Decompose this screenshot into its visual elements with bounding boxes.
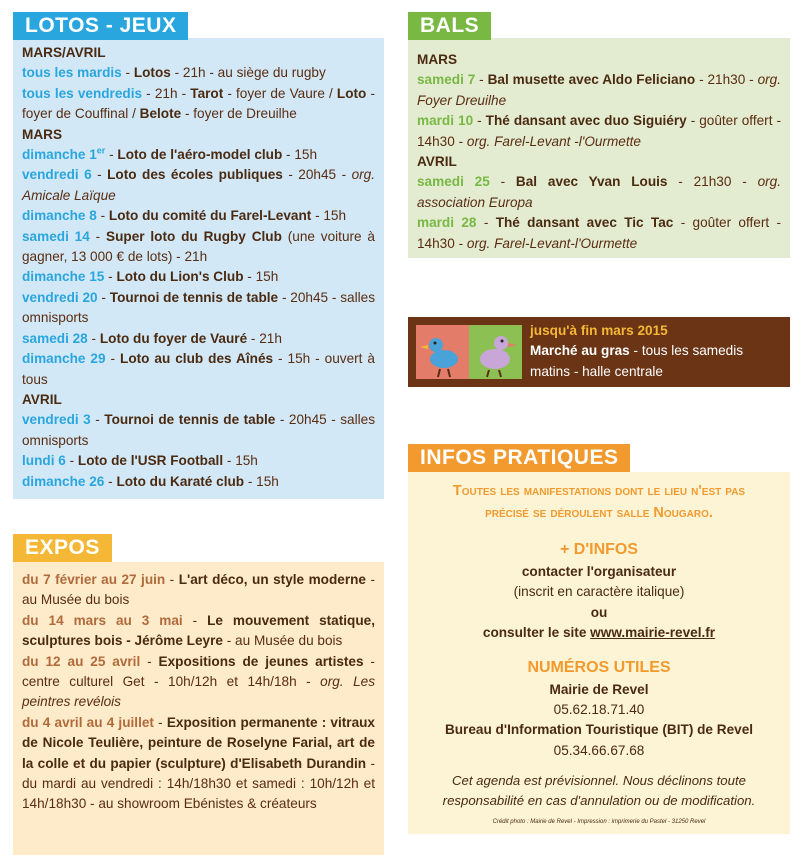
list-item: dimanche 15 - Loto du Lion's Club - 15h bbox=[22, 269, 279, 285]
lotos-title: LOTOS - JEUX bbox=[13, 12, 188, 40]
list-item: samedi 14 - Super loto du Rugby Club (une voiture à gagner, 13 000 € de lots) - 21h bbox=[22, 228, 375, 265]
bals-panel bbox=[408, 38, 790, 258]
contact-note: (inscrit en caractère italique) bbox=[513, 584, 685, 600]
list-item: dimanche 8 - Loto du comité du Farel-Levant - 15h bbox=[22, 208, 347, 224]
list-item: tous les vendredis - 21h - Tarot - foyer de Vaure / Loto - foyer de Couffinal / Belote - foyer de Dreuilhe bbox=[22, 85, 376, 122]
market-banner bbox=[408, 317, 790, 387]
site-link[interactable]: www.mairie-revel.fr bbox=[590, 625, 716, 641]
list-item: samedi 25 - Bal avec Yvan Louis - 21h30 - org. association Europa bbox=[417, 174, 781, 210]
bals-title: BALS bbox=[408, 12, 491, 40]
bals-section bbox=[408, 12, 790, 258]
site-text: consulter le site bbox=[482, 625, 591, 641]
list-item: du 12 au 25 avril - Expositions de jeunes artistes - centre culturel Get - 10h/12h et 14h/18h - org. Les peintres revélois bbox=[22, 653, 375, 710]
infos-panel bbox=[408, 472, 790, 834]
disclaimer: Cet agenda est prévisionnel. Nous déclinons toute responsabilité en cas d'annulation ou de modification. bbox=[442, 773, 756, 809]
month-heading: AVRIL bbox=[417, 154, 457, 170]
expos-panel bbox=[13, 562, 384, 855]
bit-label: Bureau d'Information Touristique (BIT) de Revel bbox=[444, 722, 754, 738]
list-item: du 4 avril au 4 juillet - Exposition permanente : vitraux de Nicole Teulière, peinture de Roselyne Farial, art de la colle et du papier (sculpture) d'Elisabeth Durandin - du mardi au vendredi : 14h/18h30 et samedi : 10h/12h et 14h/18h30 - au showroom Ebénistes & créateurs bbox=[22, 714, 376, 812]
list-item: samedi 7 - Bal musette avec Aldo Feliciano - 21h30 - org. Foyer Dreuilhe bbox=[417, 72, 782, 108]
list-item: vendredi 6 - Loto des écoles publiques - 20h45 - org. Amicale Laïque bbox=[22, 167, 375, 203]
lotos-section bbox=[13, 12, 384, 499]
list-item: dimanche 1er - Loto de l'aéro-model club - 15h bbox=[22, 145, 318, 163]
market-details: - tous les samedis matins - halle centrale bbox=[530, 343, 744, 379]
month-heading: MARS bbox=[417, 52, 458, 67]
duck-illustration bbox=[416, 325, 522, 379]
market-event: Marché au gras bbox=[530, 343, 630, 359]
month-heading: MARS bbox=[22, 126, 63, 142]
lotos-panel bbox=[13, 38, 384, 499]
infos-venue-note: Toutes les manifestations dont le lieu n'est pas précisé se déroulent salle Nougaro. bbox=[452, 483, 746, 521]
bit-phone: 05.34.66.67.68 bbox=[553, 742, 645, 758]
goose-icon bbox=[469, 325, 522, 379]
list-item: dimanche 26 - Loto du Karaté club - 15h bbox=[22, 473, 279, 489]
infos-panel-wrap bbox=[408, 472, 790, 834]
or-line: ou bbox=[590, 604, 608, 620]
mairie-phone: 05.62.18.71.40 bbox=[553, 702, 645, 718]
mairie-label: Mairie de Revel bbox=[549, 681, 649, 697]
list-item: mardi 10 - Thé dansant avec duo Siguiéry - goûter offert - 14h30 - org. Farel-Levant -l'Ourmette bbox=[417, 113, 781, 149]
list-item: tous les mardis - Lotos - 21h - au siège du rugby bbox=[22, 65, 326, 81]
infos-section bbox=[408, 444, 630, 472]
numeros-heading: NUMÉROS UTILES bbox=[527, 658, 671, 676]
list-item: du 14 mars au 3 mai - Le mouvement statique, sculptures bois - Jérôme Leyre - au Musée du bois bbox=[22, 612, 375, 649]
list-item: dimanche 29 - Loto au club des Aînés - 15h - ouvert à tous bbox=[22, 351, 375, 387]
month-heading: MARS/AVRIL bbox=[22, 45, 106, 60]
contact-line: contacter l'organisateur bbox=[521, 564, 677, 579]
market-dates: jusqu'à fin mars 2015 bbox=[530, 323, 668, 338]
list-item: samedi 28 - Loto du foyer de Vauré - 21h bbox=[22, 330, 282, 346]
credit-line: Crédit photo : Mairie de Revel - Impression : imprimerie du Pastel - 31250 Revel bbox=[492, 819, 706, 826]
month-heading: AVRIL bbox=[22, 391, 62, 407]
list-item: vendredi 3 - Tournoi de tennis de table - 20h45 - salles omnisports bbox=[22, 412, 376, 448]
list-item: du 7 février au 27 juin - L'art déco, un style moderne - au Musée du bois bbox=[22, 572, 375, 608]
market-text bbox=[530, 321, 785, 382]
list-item: vendredi 20 - Tournoi de tennis de table - 20h45 - salles omnisports bbox=[22, 289, 376, 326]
plus-infos-heading: + D'INFOS bbox=[559, 541, 639, 558]
list-item: mardi 28 - Thé dansant avec Tic Tac - goûter offert - 14h30 - org. Farel-Levant-l'Ourmette bbox=[417, 215, 782, 251]
expos-title: EXPOS bbox=[13, 534, 112, 562]
duck-icon bbox=[416, 325, 469, 379]
infos-title: INFOS PRATIQUES bbox=[408, 444, 630, 472]
expos-section bbox=[13, 534, 384, 855]
list-item: lundi 6 - Loto de l'USR Football - 15h bbox=[22, 453, 258, 469]
